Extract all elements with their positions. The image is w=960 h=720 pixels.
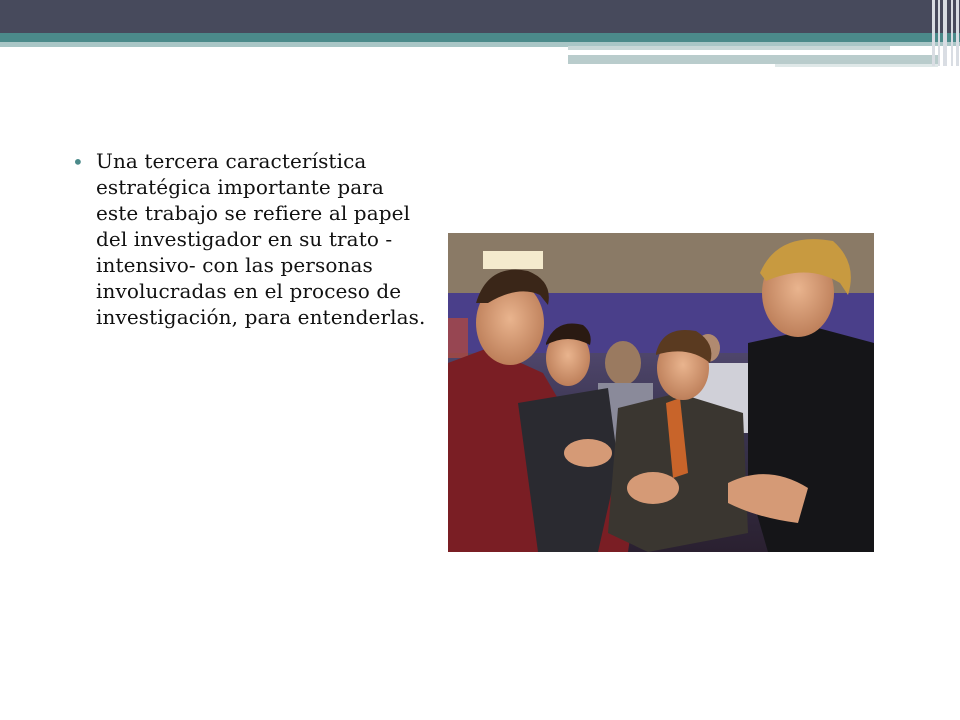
group-photo [448, 233, 874, 552]
header-pale-bar [0, 42, 568, 47]
slide-body [70, 148, 430, 330]
header-white-line [568, 50, 890, 53]
bullet-icon: • [72, 150, 84, 174]
header-corner-decoration [930, 0, 960, 66]
bullet-item [70, 148, 430, 330]
header-teal-bar [0, 33, 960, 42]
header-dark-bar [0, 0, 960, 33]
header-faint-stripe [775, 64, 938, 67]
bullet-text: Una tercera característica estratégica importante para este trabajo se refiere al papel del investigador en su trato -intensivo- con las personas involucradas en el proceso de investigación, para entenderlas. [96, 149, 426, 329]
header-grey-stripe [568, 55, 938, 64]
